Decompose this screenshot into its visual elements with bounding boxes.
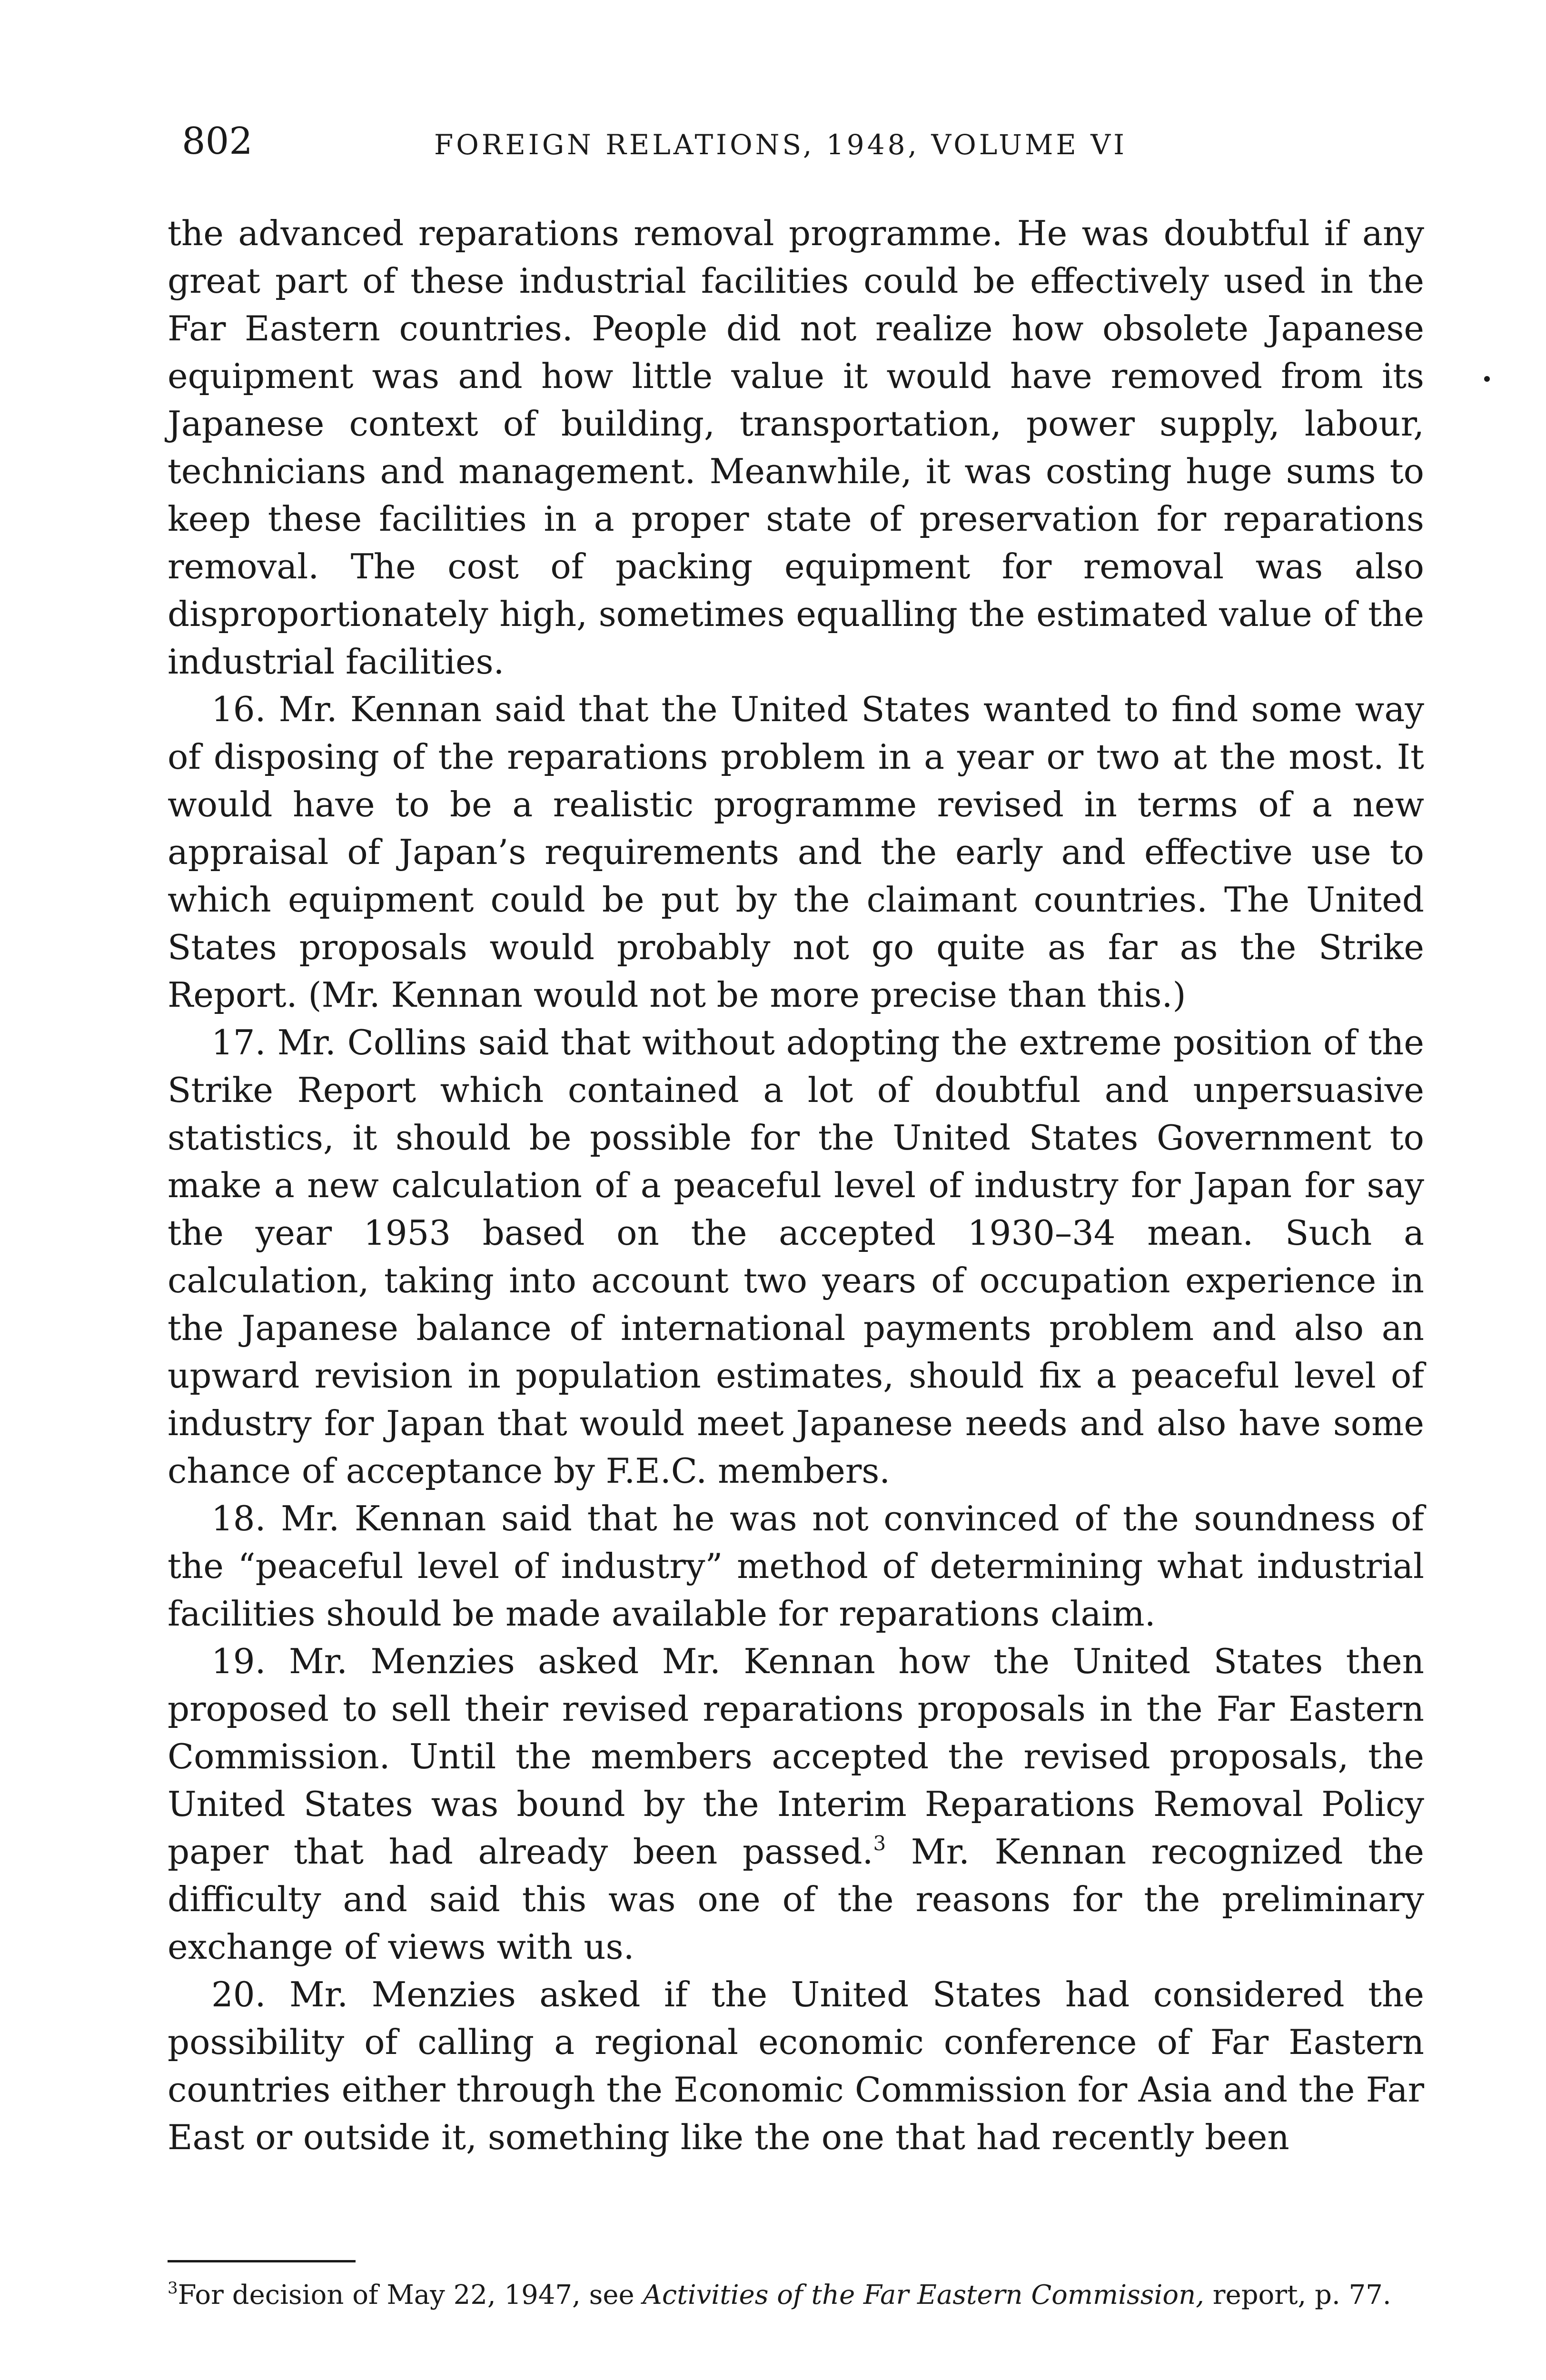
- running-head: [168, 115, 1424, 168]
- paragraph-15-continued: the advanced reparations removal programme. He was doubtful if any great part of these industrial facilities could be effectively used in the Far Eastern countries. People did not realize how obsolete Japanese equipment was and how little value it would have removed from its Japanese context of building, transportation, power supply, labour, technicians and management. Meanwhile, it was costing huge sums to keep these facilities in a proper state of preservation for reparations removal. The cost of packing equipment for removal was also disproportionately high, sometimes equalling the estimated value of the industrial facilities.: [168, 213, 1424, 682]
- footnote-divider: [168, 2260, 356, 2262]
- footnote: [168, 2276, 1424, 2314]
- page-number: 802: [182, 120, 253, 163]
- paragraph-19: [168, 1637, 1424, 1971]
- footnote-text-b: report, p. 77.: [1204, 2280, 1391, 2311]
- running-title: FOREIGN RELATIONS, 1948, VOLUME VI: [434, 129, 1127, 161]
- paragraph-18: 18. Mr. Kennan said that he was not convinced of the soundness of the “peaceful level of industry” method of determining what industrial facilities should be made available for reparations claim.: [168, 1498, 1424, 1634]
- paragraph-17: 17. Mr. Collins said that without adopting the extreme position of the Strike Report which contained a lot of doubtful and unpersuasive statistics, it should be possible for the United States Government to make a new calculation of a peaceful level of industry for Japan for say the year 1953 based on the accepted 1930–34 mean. Such a calculation, taking into account two years of occupation experience in the Japanese balance of international payments problem and also an upward revision in population estimates, should fix a peaceful level of industry for Japan that would meet Japanese needs and also have some chance of acceptance by F.E.C. members.: [168, 1022, 1424, 1491]
- footnote-cited-title: Activities of the Far Eastern Commission,: [643, 2280, 1204, 2311]
- paragraph-16: 16. Mr. Kennan said that the United States wanted to find some way of disposing of the reparations problem in a year or two at the most. It would have to be a realistic programme revised in terms of a new appraisal of Japan’s requirements and the early and effective use to which equipment could be put by the claimant countries. The United States proposals would probably not go quite as far as the Strike Report. (Mr. Kennan would not be more precise than this.): [168, 689, 1424, 1015]
- footnote-mark: 3: [168, 2279, 178, 2298]
- footnote-reference: 3: [873, 1832, 886, 1855]
- paragraph-19-part-b: Mr. Kennan recognized the difficulty and said this was one of the reasons for the preliminary exchange of views with us.: [168, 1832, 1425, 1967]
- paragraph-20: 20. Mr. Menzies asked if the United States had considered the possibility of calling a regional economic conference of Far Eastern countries either through the Economic Commission for Asia and the Far East or outside it, something like the one that had recently been: [168, 1974, 1424, 2157]
- paragraph-19-part-a: 19. Mr. Menzies asked Mr. Kennan how the United States then proposed to sell their revised reparations proposals in the Far Eastern Commission. Until the members accepted the revised proposals, the United States was bound by the Interim Reparations Removal Policy paper that had already been passed.: [168, 1641, 1424, 1872]
- footnote-text-a: For decision of May 22, 1947, see: [178, 2280, 643, 2311]
- body-text: [168, 209, 1424, 2161]
- margin-dot: [1484, 376, 1490, 382]
